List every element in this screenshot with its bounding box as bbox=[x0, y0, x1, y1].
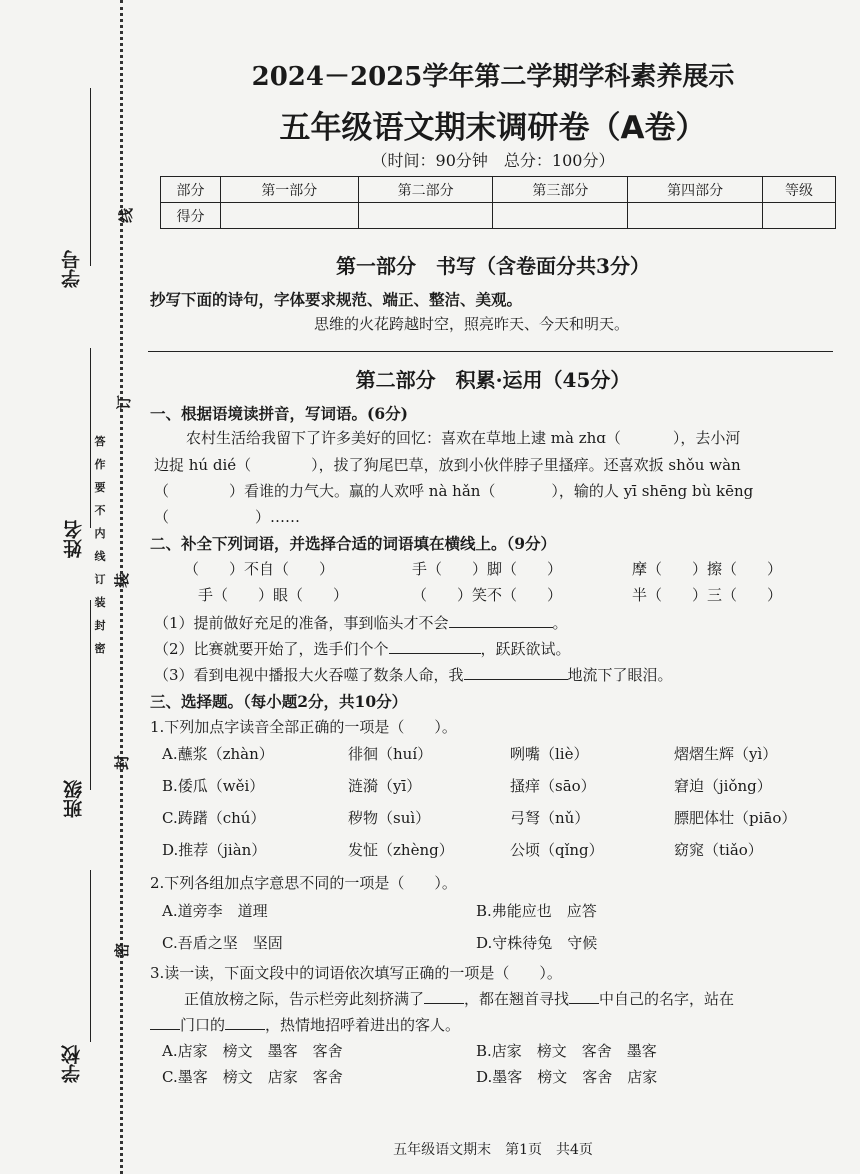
q3-3-option-c[interactable]: C.墨客 榜文 店家 客舍 bbox=[162, 1068, 343, 1086]
q3-1-options bbox=[162, 743, 832, 863]
seal-notice: 答 作 要 不 内 线 订 装 封 密 bbox=[94, 435, 106, 655]
q1-line2: 边捉 hú dié（ ），拔了狗尾巴草，放到小伙伴脖子里搔痒。还喜欢扳 shǒu wàn bbox=[154, 456, 741, 474]
score-table-header-row bbox=[161, 177, 836, 203]
q3-2-options bbox=[162, 900, 832, 960]
q3-3-blank bbox=[569, 990, 599, 1004]
score-header-cell: 第一部分 bbox=[220, 177, 358, 203]
q3-3-passage-line1: 正值放榜之际，告示栏旁此刻挤满了 ，都在翘首寻找 中自己的名字，站在 bbox=[184, 990, 735, 1008]
score-row-label: 得分 bbox=[161, 203, 221, 229]
q3-1-option-d[interactable]: D.推荐（jiàn） bbox=[162, 841, 267, 859]
q2-word[interactable]: （ ）不自（ ） bbox=[184, 560, 335, 578]
q3-3-blank bbox=[424, 990, 464, 1004]
score-cell[interactable] bbox=[493, 203, 628, 229]
q2-fill-blank[interactable] bbox=[389, 640, 481, 654]
q3-3-blank bbox=[225, 1016, 265, 1030]
name-label: 姓名 bbox=[63, 520, 85, 558]
q3-3-options bbox=[162, 1040, 832, 1100]
q3-title: 三、选择题。（每小题2分，共10分） bbox=[150, 692, 408, 711]
score-cell[interactable] bbox=[358, 203, 493, 229]
part2-title: 第二部分 积累·运用（45分） bbox=[355, 368, 631, 392]
q2-word[interactable]: 半（ ）三（ ） bbox=[632, 586, 783, 604]
q3-1-option-d-word: 发怔（zhèng） bbox=[348, 841, 454, 859]
exam-title-year: 2024－2025学年第二学期学科素养展示 bbox=[251, 62, 735, 92]
student-no-line bbox=[90, 88, 91, 266]
q3-1-option-d-word: 窈窕（tiǎo） bbox=[674, 841, 763, 859]
q1-line4: （ ）…… bbox=[154, 508, 301, 526]
q3-3-option-a[interactable]: A.店家 榜文 墨客 客舍 bbox=[162, 1042, 343, 1060]
part1-title: 第一部分 书写（含卷面分共3分） bbox=[336, 254, 650, 278]
binding-margin bbox=[0, 0, 140, 1174]
q2-sentence-1: （1）提前做好充足的准备，事到临头才不会 。 bbox=[154, 614, 568, 632]
score-header-cell: 第四部分 bbox=[628, 177, 763, 203]
q3-1-option-b-word: 搔痒（sāo） bbox=[510, 777, 596, 795]
score-header-cell: 部分 bbox=[161, 177, 221, 203]
part1-poem: 思维的火花跨越时空，照亮昨天、今天和明天。 bbox=[314, 315, 630, 333]
q3-1-stem: 1.下列加点字读音全部正确的一项是（ ）。 bbox=[150, 718, 457, 736]
q1-line3: （ ）看谁的力气大。赢的人欢呼 nà hǎn（ ），输的人 yī shēng bù kēng bbox=[154, 482, 754, 500]
q1-line1: 农村生活给我留下了许多美好的回忆：喜欢在草地上逮 mà zhɑ（ ），去小河 bbox=[186, 429, 741, 447]
q2-sentence-3: （3）看到电视中播报大火吞噬了数条人命，我 地流下了眼泪。 bbox=[154, 666, 673, 684]
school-label: 学校 bbox=[61, 1045, 83, 1083]
q2-word[interactable]: （ ）笑不（ ） bbox=[412, 586, 563, 604]
q3-2-option-d[interactable]: D.守株待兔 守候 bbox=[476, 934, 598, 952]
q2-sentence-2: （2）比赛就要开始了，选手们个个 ，跃跃欲试。 bbox=[154, 640, 571, 658]
q3-1-option-c-word: 弓弩（nǔ） bbox=[510, 809, 590, 827]
q3-2-option-a[interactable]: A.道旁李 道理 bbox=[162, 902, 268, 920]
class-line bbox=[90, 600, 91, 790]
seal-char-ding: 订 bbox=[115, 394, 134, 411]
q2-fill-blank[interactable] bbox=[449, 614, 553, 628]
name-line bbox=[90, 348, 91, 528]
score-table-score-row bbox=[161, 203, 836, 229]
q3-3-option-d[interactable]: D.墨客 榜文 客舍 店家 bbox=[476, 1068, 658, 1086]
q3-3-stem: 3.读一读，下面文段中的词语依次填写正确的一项是（ ）。 bbox=[150, 964, 562, 982]
q3-2-option-b[interactable]: B.弗能应也 应答 bbox=[476, 902, 597, 920]
q3-1-option-a[interactable]: A.蘸浆（zhàn） bbox=[162, 745, 274, 763]
seal-char-feng: 封 bbox=[113, 754, 132, 771]
q2-fill-blank[interactable] bbox=[464, 666, 568, 680]
q3-2-stem: 2.下列各组加点字意思不同的一项是（ ）。 bbox=[150, 874, 457, 892]
q3-1-option-c[interactable]: C.踌躇（chú） bbox=[162, 809, 266, 827]
student-no-label: 学号 bbox=[61, 250, 83, 288]
q2-word[interactable]: 摩（ ）擦（ ） bbox=[632, 560, 783, 578]
score-cell[interactable] bbox=[220, 203, 358, 229]
q3-1-option-b-word: 窘迫（jiǒng） bbox=[674, 777, 772, 795]
score-cell[interactable] bbox=[763, 203, 836, 229]
score-table bbox=[160, 176, 836, 229]
q3-2-option-c[interactable]: C.吾盾之坚 坚固 bbox=[162, 934, 283, 952]
score-header-cell: 等级 bbox=[763, 177, 836, 203]
q3-1-option-c-word: 秽物（suì） bbox=[348, 809, 431, 827]
seal-char-xian: 线 bbox=[117, 207, 136, 224]
score-header-cell: 第三部分 bbox=[493, 177, 628, 203]
seal-char-zhuang: 装 bbox=[113, 572, 132, 589]
q3-3-option-b[interactable]: B.店家 榜文 客舍 墨客 bbox=[476, 1042, 657, 1060]
exam-subtitle: （时间：90分钟 总分：100分） bbox=[371, 151, 615, 170]
q2-word[interactable]: 手（ ）脚（ ） bbox=[412, 560, 563, 578]
q3-1-option-b-word: 涟漪（yī） bbox=[348, 777, 422, 795]
q1-title: 一、根据语境读拼音，写词语。(6分) bbox=[150, 404, 408, 423]
class-label: 班级 bbox=[63, 780, 85, 818]
section-divider bbox=[148, 351, 833, 352]
seal-char-mi: 密 bbox=[113, 942, 132, 959]
q2-title: 二、补全下列词语，并选择合适的词语填在横线上。（9分） bbox=[150, 534, 557, 553]
page-footer: 五年级语文期末 第1页 共4页 bbox=[393, 1142, 593, 1158]
score-header-cell: 第二部分 bbox=[358, 177, 493, 203]
q3-1-option-b[interactable]: B.倭瓜（wěi） bbox=[162, 777, 265, 795]
q3-3-blank bbox=[150, 1016, 180, 1030]
score-cell[interactable] bbox=[628, 203, 763, 229]
q3-1-option-a-word: 咧嘴（liè） bbox=[510, 745, 589, 763]
school-line bbox=[90, 870, 91, 1042]
q2-word[interactable]: 手（ ）眼（ ） bbox=[198, 586, 349, 604]
q3-1-option-a-word: 徘徊（huí） bbox=[348, 745, 433, 763]
q3-3-passage-line2: 门口的 ，热情地招呼着进出的客人。 bbox=[150, 1014, 460, 1035]
part1-instruction: 抄写下面的诗句，字体要求规范、端正、整洁、美观。 bbox=[150, 290, 523, 309]
exam-title: 五年级语文期末调研卷（A卷） bbox=[279, 110, 707, 146]
q3-1-option-d-word: 公顷（qǐng） bbox=[510, 841, 604, 859]
q3-1-option-a-word: 熠熠生辉（yì） bbox=[674, 745, 778, 763]
q3-1-option-c-word: 膘肥体壮（piāo） bbox=[674, 809, 797, 827]
